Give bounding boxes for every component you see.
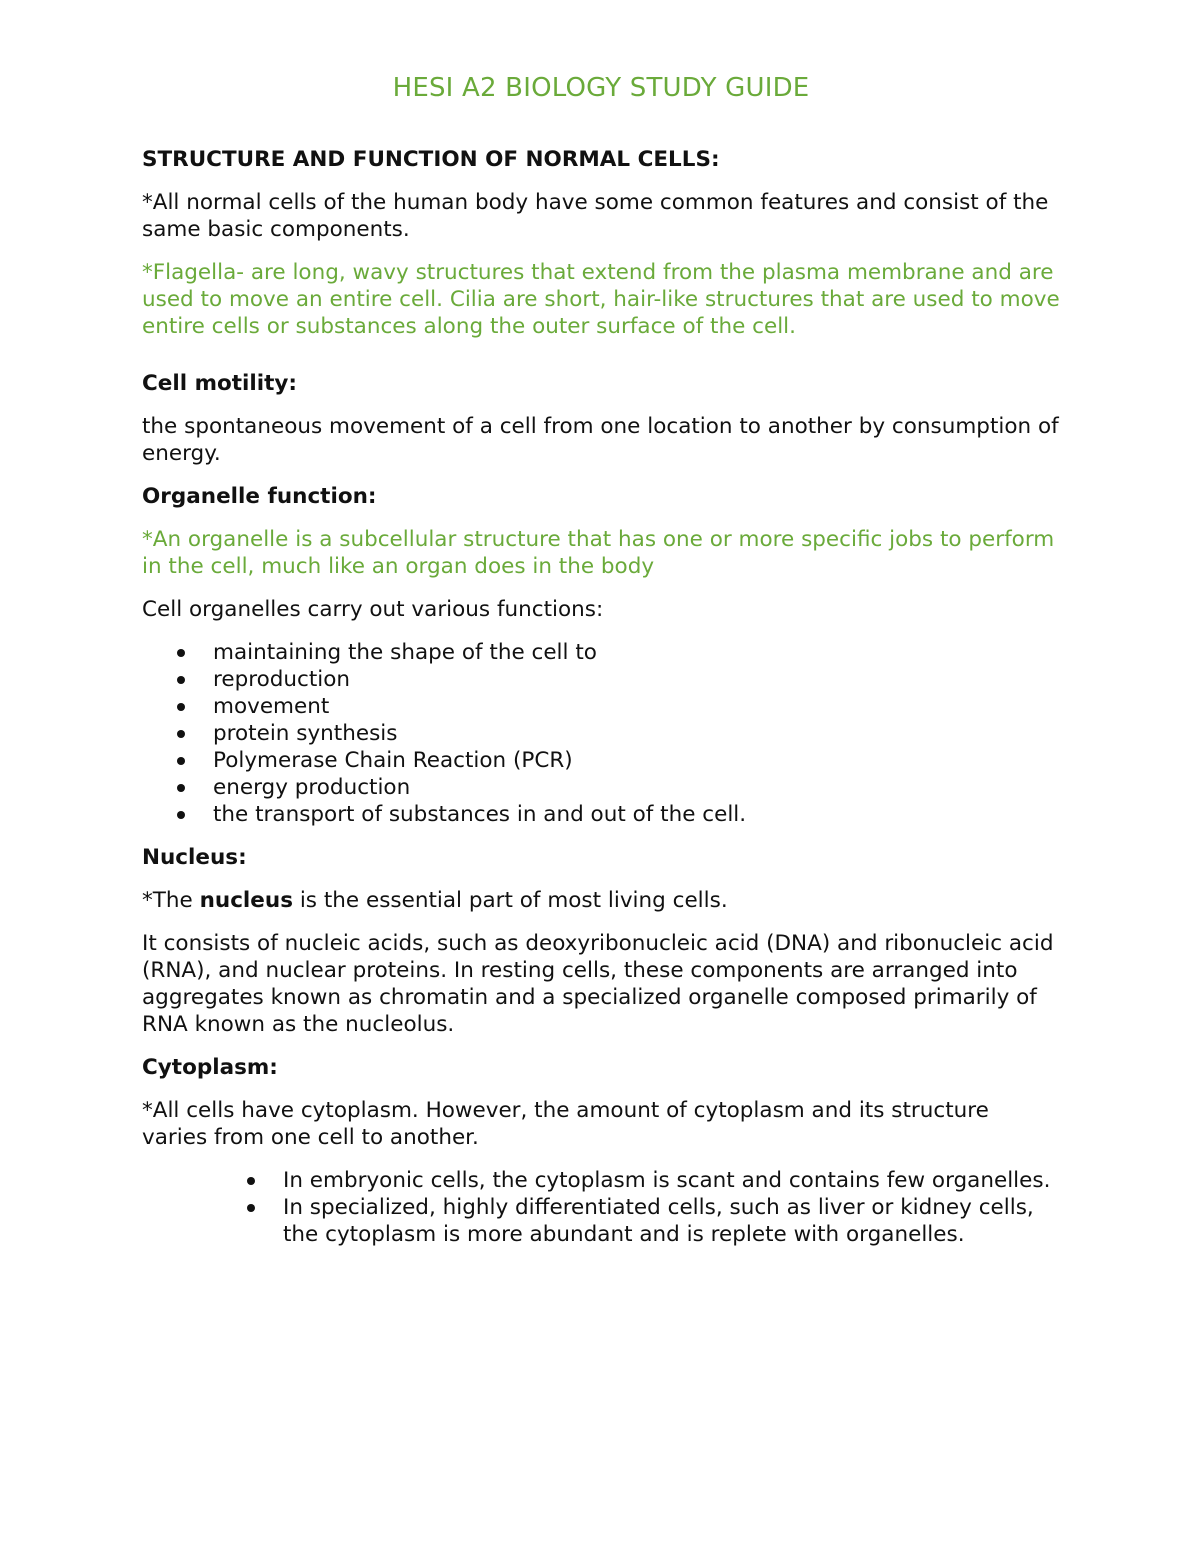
list-item: movement bbox=[142, 693, 1060, 720]
list-item: In embryonic cells, the cytoplasm is scant and contains few organelles. bbox=[142, 1167, 1060, 1194]
nucleus-line-suffix: is the essential part of most living cells. bbox=[293, 888, 728, 913]
list-item: reproduction bbox=[142, 666, 1060, 693]
nucleus-line bbox=[142, 887, 1060, 914]
flagella-paragraph: *Flagella- are long, wavy structures that extend from the plasma membrane and are used to move an entire cell. Cilia are short, hair-like structures that are used to move entire cells or substances along the outer surface of the cell. bbox=[142, 260, 1060, 339]
nucleus-line-bold: nucleus bbox=[199, 888, 293, 913]
list-item: Polymerase Chain Reaction (PCR) bbox=[142, 747, 1060, 774]
document-title: HESI A2 BIOLOGY STUDY GUIDE bbox=[392, 73, 810, 103]
cytoplasm-list bbox=[142, 1167, 1060, 1248]
list-item: maintaining the shape of the cell to bbox=[142, 639, 1060, 666]
list-item: energy production bbox=[142, 774, 1060, 801]
nucleus-heading: Nucleus: bbox=[142, 845, 247, 870]
organelle-list-intro: Cell organelles carry out various functions: bbox=[142, 597, 604, 622]
section-heading: STRUCTURE AND FUNCTION OF NORMAL CELLS: bbox=[142, 147, 720, 172]
list-item: the transport of substances in and out of the cell. bbox=[142, 801, 1060, 828]
intro-paragraph: *All normal cells of the human body have some common features and consist of the same basic components. bbox=[142, 190, 1049, 242]
cell-motility-heading: Cell motility: bbox=[142, 371, 298, 396]
organelle-definition: *An organelle is a subcellular structure that has one or more specific jobs to perform in the cell, much like an organ does in the body bbox=[142, 527, 1055, 579]
nucleus-paragraph: It consists of nucleic acids, such as deoxyribonucleic acid (DNA) and ribonucleic acid (RNA), and nuclear proteins. In resting cells, these components are arranged into aggregates known as chromatin and a specialized organelle composed primarily of RNA known as the nucleolus. bbox=[142, 931, 1054, 1037]
nucleus-line-prefix: *The bbox=[142, 888, 200, 913]
cytoplasm-text: *All cells have cytoplasm. However, the amount of cytoplasm and its structure varies from one cell to another. bbox=[142, 1098, 989, 1150]
cell-motility-text: the spontaneous movement of a cell from one location to another by consumption of energy. bbox=[142, 414, 1059, 466]
organelle-function-heading: Organelle function: bbox=[142, 484, 377, 509]
cytoplasm-heading: Cytoplasm: bbox=[142, 1055, 278, 1080]
list-item: protein synthesis bbox=[142, 720, 1060, 747]
list-item: In specialized, highly differentiated cells, such as liver or kidney cells, the cytoplasm is more abundant and is replete with organelles. bbox=[142, 1194, 1060, 1248]
organelle-functions-list bbox=[142, 639, 1060, 828]
